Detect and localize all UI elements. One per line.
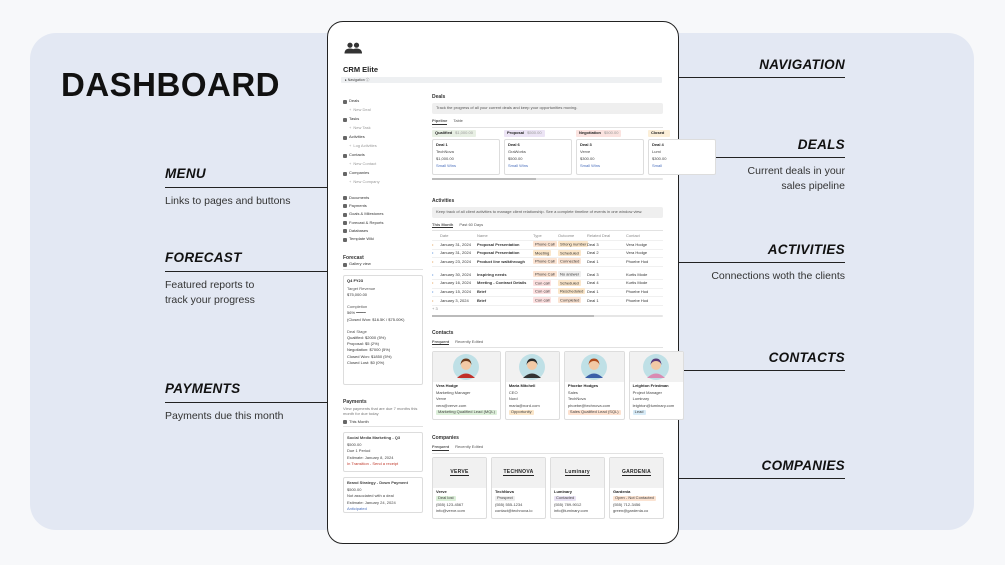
table-cell: Kurtis Mode <box>626 280 648 286</box>
page-icon <box>343 136 347 140</box>
contacts-heading: Contacts <box>432 329 454 336</box>
column-header: Related Deal <box>587 232 611 238</box>
menu-list <box>343 97 423 187</box>
payment-card-line: Estimate: January 24, 2024 <box>347 499 396 505</box>
row-bullet-icon: • <box>432 297 434 303</box>
contact-card[interactable] <box>505 351 560 420</box>
contact-email: leighton@luminary.com <box>632 402 675 408</box>
plus-icon: + <box>349 179 352 185</box>
forecast-lines <box>347 287 419 367</box>
menu-item[interactable] <box>343 211 423 219</box>
forecast-view-tab[interactable]: Gallery view <box>343 261 423 270</box>
deals-desc: Current deals in your sales pipeline <box>747 165 845 192</box>
payments-rule <box>165 402 341 403</box>
company-phone: (555) 789-9012 <box>554 501 582 507</box>
menu-item[interactable] <box>343 115 423 124</box>
secondary-menu-list <box>343 194 423 244</box>
company-status-tag: Deal lost <box>438 495 454 501</box>
menu-item-label: New Task <box>353 125 371 131</box>
contact-status-tag: Opportunity <box>510 409 532 415</box>
company-phone: (555) 555-1234 <box>495 501 523 507</box>
table-cell: Phoebe Hod <box>626 297 649 303</box>
menu-item[interactable] <box>343 169 423 178</box>
company-logo: VERVE <box>433 458 486 488</box>
payment-card[interactable] <box>343 477 423 513</box>
avatar <box>506 352 559 382</box>
table-cell: Scheduled <box>560 280 579 286</box>
contact-card[interactable] <box>432 351 501 420</box>
table-header <box>432 232 663 241</box>
menu-item[interactable] <box>343 142 423 151</box>
table-row[interactable] <box>432 258 663 267</box>
activities-more[interactable]: + 3 <box>432 305 438 311</box>
menu-item[interactable] <box>343 202 423 210</box>
table-cell: January 30, 2024 <box>440 271 471 277</box>
companies-tabs <box>432 443 663 454</box>
company-name: TechNova <box>495 488 514 494</box>
deal-card[interactable] <box>576 139 644 175</box>
activities-rule <box>669 262 845 263</box>
payment-card-line: Estimate: January 8, 2024 <box>347 454 394 460</box>
menu-title: MENU <box>165 166 206 181</box>
payment-card-line: Not associated with a deal <box>347 493 394 499</box>
navigation-toggle[interactable]: ▸ Navigation ⓘ <box>341 77 662 83</box>
menu-desc: Links to pages and buttons <box>165 195 291 207</box>
row-bullet-icon: • <box>432 258 434 264</box>
table-row[interactable] <box>432 289 663 298</box>
deals-board <box>432 129 667 175</box>
page-icon <box>343 229 347 233</box>
company-card[interactable] <box>491 457 546 519</box>
menu-item-label: Goals & Milestones <box>349 211 384 217</box>
company-logo: TECHNOVA <box>492 458 545 488</box>
deal-column <box>504 130 572 175</box>
deals-tabs <box>432 117 663 128</box>
table-cell: January 3, 2024 <box>440 297 469 303</box>
companies-rule <box>669 478 845 479</box>
companies-title: COMPANIES <box>761 458 845 473</box>
plus-icon: + <box>349 107 352 113</box>
page-icon <box>343 118 347 122</box>
payments-description: View payments that are due 7 months this month for due today <box>343 405 418 416</box>
company-card[interactable] <box>550 457 605 519</box>
deal-stage-label: Proposal $500.00 <box>504 130 545 137</box>
plus-icon: + <box>349 125 352 131</box>
table-cell: Vera Hodge <box>626 250 648 256</box>
deal-owner: Small Wins <box>508 162 529 168</box>
table-cell: Con call <box>535 280 550 286</box>
table-cell: Deal 3 <box>587 241 599 247</box>
deal-name: Deal 3 <box>580 141 592 147</box>
deals-title: DEALS <box>797 137 845 152</box>
page-icon <box>343 196 347 200</box>
menu-item[interactable] <box>343 235 423 243</box>
contacts-rule <box>669 370 845 371</box>
menu-item[interactable] <box>343 160 423 169</box>
contact-name: Maria Mitchell <box>508 383 536 389</box>
tab-frequent[interactable]: Frequent <box>432 338 450 344</box>
menu-item-label: Contacts <box>349 152 365 158</box>
menu-item[interactable] <box>343 194 423 202</box>
table-cell: Meeting <box>535 250 550 256</box>
payment-card-line: Brand Strategy - Down Payment <box>347 480 408 486</box>
table-cell: Phone Call <box>535 271 555 277</box>
companies-gallery <box>432 457 663 519</box>
menu-item-label: Template Wiki <box>349 236 374 242</box>
table-cell: Deal 2 <box>587 250 599 256</box>
table-cell: Rescheduled <box>560 288 584 294</box>
company-email: contact@technova.io <box>495 508 533 514</box>
deal-company: Lumi <box>652 148 661 154</box>
table-cell: January 31, 2024 <box>440 250 471 256</box>
contact-company: Nord <box>508 396 518 402</box>
tab-table[interactable]: Table <box>453 118 463 123</box>
column-header: Name <box>477 232 488 238</box>
deal-card[interactable] <box>648 139 716 175</box>
people-icon <box>344 42 362 54</box>
deal-name: Deal 4 <box>652 141 664 147</box>
payment-cards <box>343 432 423 513</box>
payment-card-line: $500.00 <box>347 486 362 492</box>
menu-item-label: New Contact <box>353 161 377 167</box>
table-cell: January 15, 2024 <box>440 288 471 294</box>
contact-status-tag: Lead <box>634 409 644 415</box>
forecast-line: Proposal: $5 (2%) <box>347 341 380 347</box>
menu-item[interactable] <box>343 178 423 187</box>
contacts-title: CONTACTS <box>768 350 845 365</box>
tab-past-60-days[interactable]: Past 60 Days <box>459 221 484 227</box>
page-title: DASHBOARD <box>61 66 280 103</box>
page-icon <box>343 221 347 225</box>
company-card[interactable] <box>609 457 664 519</box>
contact-card[interactable] <box>629 351 684 420</box>
menu-item[interactable] <box>343 97 423 106</box>
table-cell: January 23, 2024 <box>440 258 471 264</box>
menu-rule <box>165 187 341 188</box>
payment-card-line: $500.00 <box>347 441 362 447</box>
activities-title: ACTIVITIES <box>767 242 845 257</box>
table-cell: Scheduled <box>560 250 579 256</box>
company-status-tag: Contacted <box>556 495 575 501</box>
tab-frequent-companies[interactable]: Frequent <box>432 443 450 449</box>
deal-column <box>648 130 716 175</box>
table-cell: Brief <box>477 297 487 303</box>
menu-item-label: Activities <box>349 134 365 140</box>
contact-name: Phoebe Hodges <box>567 383 599 389</box>
tab-this-month[interactable]: This Month <box>432 221 454 227</box>
deals-callout: Track the progress of all your current deals and keep your opportunities moving. <box>432 103 663 114</box>
company-name: Gardenia <box>613 488 631 494</box>
company-email: info@luminary.com <box>554 508 588 514</box>
company-phone: (555) 712-3456 <box>613 501 641 507</box>
deal-stage-label: Negotiation $500.00 <box>576 130 621 137</box>
forecast-heading: Forecast <box>343 254 364 261</box>
contact-email: maria@nord.com <box>508 402 540 408</box>
row-bullet-icon: • <box>432 241 434 247</box>
plus-icon: + <box>349 161 352 167</box>
menu-item-label: New Deal <box>353 107 371 113</box>
contact-name: Leighton Friedman <box>632 383 669 389</box>
menu-item-label: Databases <box>349 227 369 233</box>
company-logo: Luminary <box>551 458 604 488</box>
menu-item-label: Log Activities <box>353 143 377 149</box>
left-column <box>343 97 423 513</box>
contact-email: vera@verve.com <box>436 402 467 408</box>
avatar <box>565 352 624 382</box>
deal-value: $300.00 <box>580 155 595 161</box>
table-cell: January 31, 2024 <box>440 241 471 247</box>
deal-company: GraWorks <box>508 148 526 154</box>
page-icon <box>343 100 347 104</box>
column-header: Date <box>440 232 449 238</box>
deal-card[interactable] <box>504 139 572 175</box>
forecast-line: $75,000.00 <box>347 291 368 297</box>
table-row[interactable] <box>432 280 663 289</box>
company-status-tag: Open - Not Contacted <box>615 495 654 501</box>
table-cell: Deal 1 <box>587 297 599 303</box>
deal-owner: Small Wins <box>580 162 601 168</box>
payments-heading: Payments <box>343 398 367 405</box>
payments-tab[interactable]: This Month <box>343 418 423 427</box>
forecast-rule <box>165 271 341 272</box>
deal-card[interactable] <box>432 139 500 175</box>
company-name: Verve <box>436 488 447 494</box>
table-cell: Phoebe Hod <box>626 258 649 264</box>
row-bullet-icon: • <box>432 271 434 277</box>
contacts-gallery <box>432 351 675 420</box>
contact-role: Sales <box>567 389 578 395</box>
payment-card-line: Social Media Marketing - Q3 <box>347 435 401 441</box>
companies-heading: Companies <box>432 434 459 441</box>
contact-role: Project Manager <box>632 389 662 395</box>
company-card[interactable] <box>432 457 487 519</box>
table-cell: Phone Call <box>535 241 555 247</box>
menu-item[interactable] <box>343 133 423 142</box>
menu-item[interactable] <box>343 219 423 227</box>
table-row[interactable] <box>432 241 663 250</box>
forecast-line: Negotiation: $7000 (5%) <box>347 347 391 353</box>
menu-item-label: Deals <box>349 98 360 104</box>
table-row[interactable] <box>432 271 663 280</box>
avatar <box>630 352 683 382</box>
navigation-rule <box>669 77 845 78</box>
table-cell: No answer <box>560 271 580 277</box>
menu-item-label: Forecast & Reports <box>349 219 384 225</box>
deal-column <box>432 130 500 175</box>
table-cell: Vera Hodge <box>626 241 648 247</box>
activities-table <box>432 232 663 306</box>
menu-item[interactable] <box>343 124 423 133</box>
device-mockup <box>327 21 679 544</box>
contact-company: Verve <box>436 396 447 402</box>
table-cell: January 16, 2024 <box>440 280 471 286</box>
row-bullet-icon: • <box>432 280 434 286</box>
activities-heading: Activities <box>432 197 455 204</box>
deal-name: Deal 1 <box>436 141 448 147</box>
payment-card-line: Due 1 Period <box>347 448 371 454</box>
page-icon <box>343 172 347 176</box>
table-cell: Con call <box>535 288 550 294</box>
table-cell: Inspiring needs <box>477 271 507 277</box>
table-cell: Kurtis Mode <box>626 271 648 277</box>
forecast-desc: Featured reports to track your progress <box>165 279 255 306</box>
plus-icon: + <box>349 143 352 149</box>
table-cell: Strong number <box>560 241 587 247</box>
company-email: info@verve.com <box>436 508 465 514</box>
table-cell: Connected <box>560 258 580 264</box>
contact-role: Marketing Manager <box>436 389 471 395</box>
column-header: Contact <box>626 232 640 238</box>
forecast-title: FORECAST <box>165 250 242 265</box>
menu-item-label: Companies <box>349 170 370 176</box>
menu-item-label: Payments <box>349 203 367 209</box>
contact-role: CEO <box>508 389 518 395</box>
activities-desc: Connections woth the clients <box>711 270 845 282</box>
deal-owner: Small <box>652 162 663 168</box>
deal-stage-label: Closed <box>648 130 670 137</box>
table-row[interactable] <box>432 297 663 306</box>
menu-item-label: Tasks <box>349 116 360 122</box>
deal-column <box>576 130 644 175</box>
deal-owner: Small Wins <box>436 162 457 168</box>
table-cell: Deal 3 <box>587 271 599 277</box>
contact-status-tag: Sales Qualified Lead (SQL) <box>569 409 619 415</box>
table-cell: Phoebe Hod <box>626 288 649 294</box>
menu-item[interactable] <box>343 227 423 235</box>
page-icon <box>343 204 347 208</box>
deal-name: Deal 6 <box>508 141 520 147</box>
company-status-tag: Prospect <box>497 495 513 501</box>
table-cell: Proposal Presentation <box>477 250 520 256</box>
table-cell: Brief <box>477 288 487 294</box>
right-column <box>432 94 675 519</box>
forecast-line: Deal Stage <box>347 328 367 334</box>
tab-pipeline[interactable]: Pipeline <box>432 118 448 123</box>
payment-card[interactable] <box>343 432 423 472</box>
deal-value: $300.00 <box>652 155 667 161</box>
table-cell: Deal 1 <box>587 258 599 264</box>
table-cell: Meeting - Contract Details <box>477 280 527 286</box>
contact-company: TechNova <box>567 396 586 402</box>
table-cell: Product line walkthrough <box>477 258 526 264</box>
payment-card-line: In Transition - Send a receipt <box>347 460 399 466</box>
payments-desc: Payments due this month <box>165 410 284 422</box>
deal-stage-label: Qualified $1,000.00 <box>432 130 476 137</box>
payment-card-line: Anticipated <box>347 505 367 511</box>
forecast-line: Closed Lost: $0 (0%) <box>347 359 385 365</box>
navigation-title: NAVIGATION <box>759 57 845 72</box>
table-cell: Proposal Presentation <box>477 241 520 247</box>
contact-email: phoebe@technova.com <box>567 402 611 408</box>
avatar <box>433 352 500 382</box>
contacts-tabs <box>432 338 663 349</box>
forecast-line: Closed Won: $1850 (5%) <box>347 353 392 359</box>
deal-value: $500.00 <box>508 155 523 161</box>
menu-item-label: New Company <box>353 179 380 185</box>
contact-status-tag: Marketing Qualified Lead (MQL) <box>438 409 495 415</box>
page-icon <box>343 154 347 158</box>
company-name: Luminary <box>554 488 573 494</box>
activities-callout: Keep track of all client activities to manage client relationship. See a complete timeline of events in one window view. <box>432 207 663 218</box>
page-icon <box>343 213 347 217</box>
forecast-line: 56% ━━━━ <box>347 310 366 316</box>
deal-company: Verve <box>580 148 591 154</box>
table-cell: Completed <box>560 297 580 303</box>
calendar-icon <box>343 420 347 424</box>
forecast-line: (Closed Won: $16.5K / $75.00K) <box>347 316 405 322</box>
payments-title: PAYMENTS <box>165 381 241 396</box>
forecast-line: Qualified: $2000 (5%) <box>347 335 386 341</box>
table-row[interactable] <box>432 250 663 259</box>
forecast-line: Completion <box>347 304 368 310</box>
company-phone: (555) 123-4567 <box>436 501 464 507</box>
deals-heading: Deals <box>432 94 446 100</box>
app-title: CRM Elite <box>343 65 379 74</box>
table-cell: Deal 1 <box>587 288 599 294</box>
deal-value: $1,000.00 <box>436 155 454 161</box>
menu-item[interactable] <box>343 106 423 115</box>
column-header: Type <box>533 232 542 238</box>
forecast-card[interactable]: Q4 FY23 Target Revenue $75,000.00 Completion 56% ━━━━ (Closed Won: $16.5K / $75.00K) Deal Stage Qualified: $2000 (5%) Proposal: $5 (2%) Negotiation: $7000 (5%) Closed Won: $1850 (5%) Closed Lost: $0 (0%) <box>343 275 423 385</box>
activities-tabs <box>432 221 663 232</box>
company-logo: GARDENIA <box>610 458 663 488</box>
tab-recently-edited[interactable]: Recently Edited <box>455 338 484 344</box>
contact-company: Luminary <box>632 396 650 402</box>
row-bullet-icon: • <box>432 288 434 294</box>
column-header: Outcome <box>558 232 575 238</box>
contact-card[interactable] <box>564 351 625 420</box>
table-cell: Con call <box>535 297 550 303</box>
forecast-line: Target Revenue <box>347 285 376 291</box>
row-bullet-icon: • <box>432 250 434 256</box>
contact-name: Vera Hodge <box>436 383 459 389</box>
menu-item-label: Documents <box>349 194 370 200</box>
page-icon <box>343 238 347 242</box>
tab-recently-edited-companies[interactable]: Recently Edited <box>455 443 484 449</box>
company-email: green@gardenia.co <box>613 508 649 514</box>
deal-company: TechNova <box>436 148 454 154</box>
table-cell: Phone Call <box>535 258 555 264</box>
menu-item[interactable] <box>343 151 423 160</box>
table-cell: Deal 4 <box>587 280 599 286</box>
gallery-icon <box>343 263 347 267</box>
